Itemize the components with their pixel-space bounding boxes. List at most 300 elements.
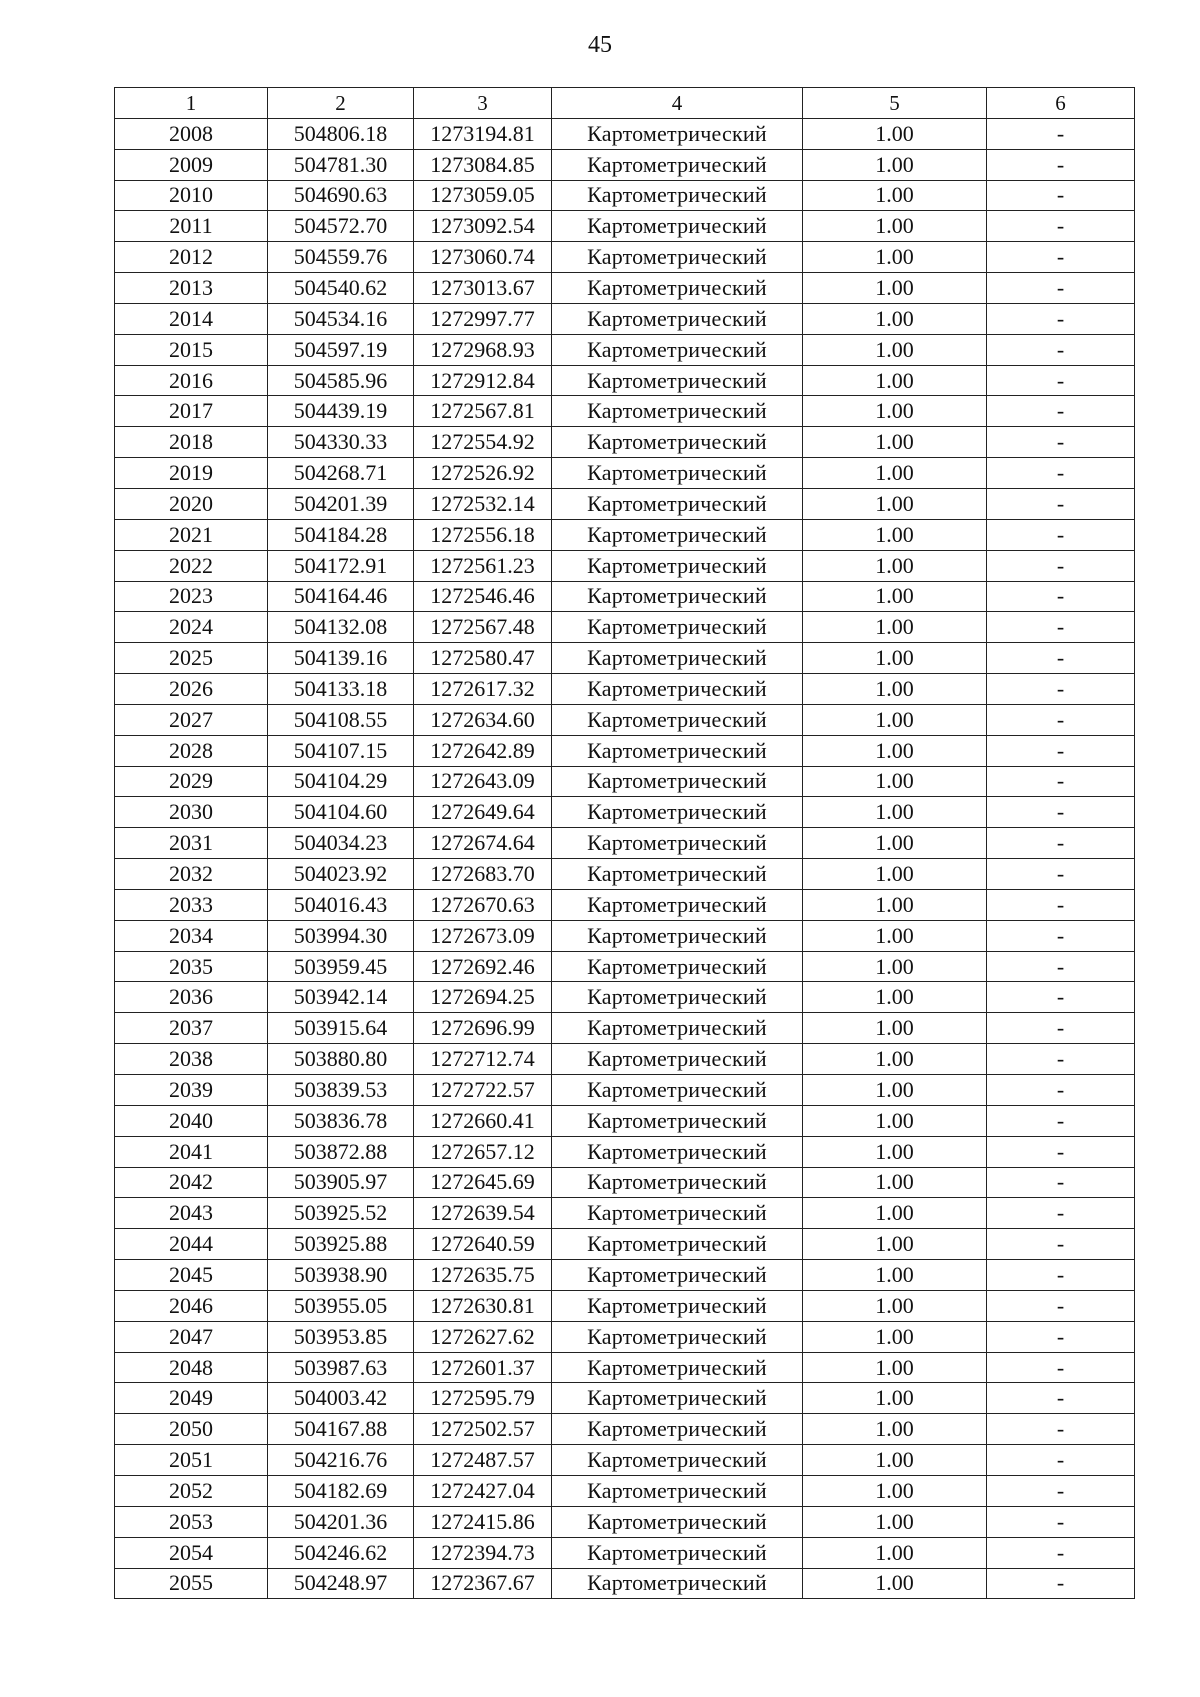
cell-y-coordinate: 1272649.64 bbox=[414, 797, 552, 828]
cell-x-coordinate: 504268.71 bbox=[268, 458, 414, 489]
cell-note: - bbox=[987, 396, 1135, 427]
cell-point-number: 2017 bbox=[115, 396, 268, 427]
cell-x-coordinate: 504330.33 bbox=[268, 427, 414, 458]
cell-method: Картометрический bbox=[552, 859, 803, 890]
cell-accuracy: 1.00 bbox=[803, 1383, 987, 1414]
table-row bbox=[115, 1229, 1135, 1260]
cell-y-coordinate: 1272546.46 bbox=[414, 581, 552, 612]
cell-note: - bbox=[987, 149, 1135, 180]
cell-x-coordinate: 503872.88 bbox=[268, 1136, 414, 1167]
cell-accuracy: 1.00 bbox=[803, 211, 987, 242]
cell-note: - bbox=[987, 1105, 1135, 1136]
cell-y-coordinate: 1272556.18 bbox=[414, 519, 552, 550]
cell-accuracy: 1.00 bbox=[803, 797, 987, 828]
cell-method: Картометрический bbox=[552, 488, 803, 519]
cell-note: - bbox=[987, 828, 1135, 859]
cell-point-number: 2031 bbox=[115, 828, 268, 859]
cell-accuracy: 1.00 bbox=[803, 1044, 987, 1075]
cell-method: Картометрический bbox=[552, 1352, 803, 1383]
cell-note: - bbox=[987, 581, 1135, 612]
cell-accuracy: 1.00 bbox=[803, 519, 987, 550]
table-row bbox=[115, 581, 1135, 612]
cell-x-coordinate: 504107.15 bbox=[268, 735, 414, 766]
cell-point-number: 2050 bbox=[115, 1414, 268, 1445]
cell-x-coordinate: 504439.19 bbox=[268, 396, 414, 427]
cell-accuracy: 1.00 bbox=[803, 303, 987, 334]
cell-y-coordinate: 1272683.70 bbox=[414, 859, 552, 890]
cell-y-coordinate: 1272617.32 bbox=[414, 674, 552, 705]
cell-y-coordinate: 1272642.89 bbox=[414, 735, 552, 766]
cell-method: Картометрический bbox=[552, 1044, 803, 1075]
cell-point-number: 2034 bbox=[115, 920, 268, 951]
cell-note: - bbox=[987, 458, 1135, 489]
cell-x-coordinate: 504201.36 bbox=[268, 1506, 414, 1537]
cell-y-coordinate: 1272670.63 bbox=[414, 889, 552, 920]
table-row bbox=[115, 1352, 1135, 1383]
cell-y-coordinate: 1272601.37 bbox=[414, 1352, 552, 1383]
cell-note: - bbox=[987, 643, 1135, 674]
cell-accuracy: 1.00 bbox=[803, 674, 987, 705]
cell-accuracy: 1.00 bbox=[803, 180, 987, 211]
cell-x-coordinate: 504139.16 bbox=[268, 643, 414, 674]
cell-x-coordinate: 503938.90 bbox=[268, 1260, 414, 1291]
cell-y-coordinate: 1272660.41 bbox=[414, 1105, 552, 1136]
header-cell-4: 4 bbox=[552, 88, 803, 119]
cell-accuracy: 1.00 bbox=[803, 1290, 987, 1321]
cell-y-coordinate: 1272532.14 bbox=[414, 488, 552, 519]
cell-method: Картометрический bbox=[552, 643, 803, 674]
cell-note: - bbox=[987, 1506, 1135, 1537]
cell-note: - bbox=[987, 797, 1135, 828]
cell-y-coordinate: 1272997.77 bbox=[414, 303, 552, 334]
cell-y-coordinate: 1272912.84 bbox=[414, 365, 552, 396]
cell-accuracy: 1.00 bbox=[803, 581, 987, 612]
cell-point-number: 2018 bbox=[115, 427, 268, 458]
cell-note: - bbox=[987, 550, 1135, 581]
cell-accuracy: 1.00 bbox=[803, 704, 987, 735]
cell-method: Картометрический bbox=[552, 1383, 803, 1414]
cell-y-coordinate: 1272394.73 bbox=[414, 1537, 552, 1568]
cell-point-number: 2025 bbox=[115, 643, 268, 674]
cell-note: - bbox=[987, 1290, 1135, 1321]
cell-point-number: 2053 bbox=[115, 1506, 268, 1537]
cell-y-coordinate: 1272640.59 bbox=[414, 1229, 552, 1260]
cell-point-number: 2049 bbox=[115, 1383, 268, 1414]
table-row bbox=[115, 1445, 1135, 1476]
cell-point-number: 2055 bbox=[115, 1568, 268, 1599]
cell-method: Картометрический bbox=[552, 766, 803, 797]
table-row bbox=[115, 1105, 1135, 1136]
cell-x-coordinate: 504690.63 bbox=[268, 180, 414, 211]
table-row bbox=[115, 180, 1135, 211]
cell-x-coordinate: 503959.45 bbox=[268, 951, 414, 982]
cell-x-coordinate: 503987.63 bbox=[268, 1352, 414, 1383]
cell-note: - bbox=[987, 118, 1135, 149]
cell-method: Картометрический bbox=[552, 735, 803, 766]
cell-method: Картометрический bbox=[552, 211, 803, 242]
cell-accuracy: 1.00 bbox=[803, 1229, 987, 1260]
cell-method: Картометрический bbox=[552, 118, 803, 149]
cell-point-number: 2009 bbox=[115, 149, 268, 180]
cell-method: Картометрический bbox=[552, 674, 803, 705]
cell-x-coordinate: 504585.96 bbox=[268, 365, 414, 396]
cell-y-coordinate: 1272554.92 bbox=[414, 427, 552, 458]
cell-accuracy: 1.00 bbox=[803, 889, 987, 920]
cell-method: Картометрический bbox=[552, 612, 803, 643]
table-row bbox=[115, 612, 1135, 643]
cell-accuracy: 1.00 bbox=[803, 488, 987, 519]
cell-method: Картометрический bbox=[552, 1506, 803, 1537]
cell-x-coordinate: 504806.18 bbox=[268, 118, 414, 149]
cell-y-coordinate: 1272722.57 bbox=[414, 1075, 552, 1106]
cell-point-number: 2013 bbox=[115, 273, 268, 304]
cell-method: Картометрический bbox=[552, 982, 803, 1013]
cell-y-coordinate: 1272367.67 bbox=[414, 1568, 552, 1599]
cell-point-number: 2015 bbox=[115, 334, 268, 365]
cell-y-coordinate: 1272673.09 bbox=[414, 920, 552, 951]
cell-point-number: 2027 bbox=[115, 704, 268, 735]
cell-method: Картометрический bbox=[552, 427, 803, 458]
cell-point-number: 2040 bbox=[115, 1105, 268, 1136]
cell-x-coordinate: 503925.88 bbox=[268, 1229, 414, 1260]
cell-x-coordinate: 503942.14 bbox=[268, 982, 414, 1013]
cell-point-number: 2051 bbox=[115, 1445, 268, 1476]
cell-y-coordinate: 1272645.69 bbox=[414, 1167, 552, 1198]
cell-point-number: 2037 bbox=[115, 1013, 268, 1044]
cell-point-number: 2024 bbox=[115, 612, 268, 643]
cell-accuracy: 1.00 bbox=[803, 982, 987, 1013]
cell-point-number: 2021 bbox=[115, 519, 268, 550]
cell-y-coordinate: 1272635.75 bbox=[414, 1260, 552, 1291]
cell-method: Картометрический bbox=[552, 1445, 803, 1476]
cell-accuracy: 1.00 bbox=[803, 1075, 987, 1106]
cell-method: Картометрический bbox=[552, 365, 803, 396]
cell-y-coordinate: 1273194.81 bbox=[414, 118, 552, 149]
cell-method: Картометрический bbox=[552, 149, 803, 180]
table-row bbox=[115, 1075, 1135, 1106]
cell-x-coordinate: 504104.60 bbox=[268, 797, 414, 828]
cell-note: - bbox=[987, 920, 1135, 951]
header-cell-1: 1 bbox=[115, 88, 268, 119]
cell-y-coordinate: 1272696.99 bbox=[414, 1013, 552, 1044]
cell-method: Картометрический bbox=[552, 704, 803, 735]
cell-note: - bbox=[987, 1475, 1135, 1506]
cell-x-coordinate: 503836.78 bbox=[268, 1105, 414, 1136]
cell-method: Картометрический bbox=[552, 889, 803, 920]
table-row bbox=[115, 273, 1135, 304]
cell-point-number: 2029 bbox=[115, 766, 268, 797]
cell-method: Картометрический bbox=[552, 797, 803, 828]
cell-y-coordinate: 1272674.64 bbox=[414, 828, 552, 859]
cell-method: Картометрический bbox=[552, 1013, 803, 1044]
cell-method: Картометрический bbox=[552, 1167, 803, 1198]
cell-point-number: 2020 bbox=[115, 488, 268, 519]
cell-point-number: 2046 bbox=[115, 1290, 268, 1321]
cell-point-number: 2039 bbox=[115, 1075, 268, 1106]
cell-note: - bbox=[987, 1537, 1135, 1568]
cell-point-number: 2033 bbox=[115, 889, 268, 920]
cell-y-coordinate: 1272627.62 bbox=[414, 1321, 552, 1352]
cell-point-number: 2054 bbox=[115, 1537, 268, 1568]
cell-accuracy: 1.00 bbox=[803, 951, 987, 982]
table-row bbox=[115, 1321, 1135, 1352]
cell-y-coordinate: 1273092.54 bbox=[414, 211, 552, 242]
cell-y-coordinate: 1272595.79 bbox=[414, 1383, 552, 1414]
table-row bbox=[115, 396, 1135, 427]
table-row bbox=[115, 1290, 1135, 1321]
table-row bbox=[115, 211, 1135, 242]
cell-accuracy: 1.00 bbox=[803, 1013, 987, 1044]
table-row bbox=[115, 334, 1135, 365]
cell-method: Картометрический bbox=[552, 550, 803, 581]
cell-x-coordinate: 503839.53 bbox=[268, 1075, 414, 1106]
cell-method: Картометрический bbox=[552, 458, 803, 489]
cell-y-coordinate: 1272567.81 bbox=[414, 396, 552, 427]
table-row bbox=[115, 704, 1135, 735]
cell-x-coordinate: 503905.97 bbox=[268, 1167, 414, 1198]
header-cell-6: 6 bbox=[987, 88, 1135, 119]
cell-note: - bbox=[987, 1136, 1135, 1167]
table-row bbox=[115, 1013, 1135, 1044]
cell-y-coordinate: 1272502.57 bbox=[414, 1414, 552, 1445]
table-row bbox=[115, 797, 1135, 828]
cell-note: - bbox=[987, 704, 1135, 735]
cell-accuracy: 1.00 bbox=[803, 1537, 987, 1568]
cell-accuracy: 1.00 bbox=[803, 1198, 987, 1229]
cell-note: - bbox=[987, 519, 1135, 550]
cell-accuracy: 1.00 bbox=[803, 118, 987, 149]
cell-y-coordinate: 1272567.48 bbox=[414, 612, 552, 643]
cell-x-coordinate: 504133.18 bbox=[268, 674, 414, 705]
cell-point-number: 2035 bbox=[115, 951, 268, 982]
cell-method: Картометрический bbox=[552, 334, 803, 365]
table-row bbox=[115, 982, 1135, 1013]
cell-y-coordinate: 1273013.67 bbox=[414, 273, 552, 304]
cell-y-coordinate: 1273059.05 bbox=[414, 180, 552, 211]
cell-accuracy: 1.00 bbox=[803, 1136, 987, 1167]
cell-y-coordinate: 1272692.46 bbox=[414, 951, 552, 982]
cell-point-number: 2047 bbox=[115, 1321, 268, 1352]
table-body bbox=[115, 118, 1135, 1599]
cell-accuracy: 1.00 bbox=[803, 149, 987, 180]
cell-method: Картометрический bbox=[552, 951, 803, 982]
cell-x-coordinate: 504559.76 bbox=[268, 242, 414, 273]
table-row bbox=[115, 1044, 1135, 1075]
cell-note: - bbox=[987, 1383, 1135, 1414]
cell-method: Картометрический bbox=[552, 1414, 803, 1445]
cell-accuracy: 1.00 bbox=[803, 365, 987, 396]
cell-x-coordinate: 504023.92 bbox=[268, 859, 414, 890]
table-row bbox=[115, 1136, 1135, 1167]
cell-y-coordinate: 1273060.74 bbox=[414, 242, 552, 273]
cell-x-coordinate: 503925.52 bbox=[268, 1198, 414, 1229]
cell-y-coordinate: 1272580.47 bbox=[414, 643, 552, 674]
cell-accuracy: 1.00 bbox=[803, 828, 987, 859]
cell-note: - bbox=[987, 1445, 1135, 1476]
cell-accuracy: 1.00 bbox=[803, 396, 987, 427]
cell-accuracy: 1.00 bbox=[803, 920, 987, 951]
cell-method: Картометрический bbox=[552, 1290, 803, 1321]
cell-note: - bbox=[987, 180, 1135, 211]
table-row bbox=[115, 519, 1135, 550]
table-row bbox=[115, 859, 1135, 890]
cell-point-number: 2028 bbox=[115, 735, 268, 766]
cell-point-number: 2019 bbox=[115, 458, 268, 489]
coordinates-table bbox=[114, 87, 1135, 1599]
table-row bbox=[115, 365, 1135, 396]
cell-y-coordinate: 1272487.57 bbox=[414, 1445, 552, 1476]
cell-method: Картометрический bbox=[552, 1075, 803, 1106]
cell-method: Картометрический bbox=[552, 519, 803, 550]
table-row bbox=[115, 828, 1135, 859]
cell-method: Картометрический bbox=[552, 242, 803, 273]
cell-note: - bbox=[987, 889, 1135, 920]
table-row bbox=[115, 920, 1135, 951]
cell-point-number: 2010 bbox=[115, 180, 268, 211]
cell-x-coordinate: 504132.08 bbox=[268, 612, 414, 643]
cell-method: Картометрический bbox=[552, 1229, 803, 1260]
table-row bbox=[115, 488, 1135, 519]
cell-point-number: 2044 bbox=[115, 1229, 268, 1260]
cell-note: - bbox=[987, 1568, 1135, 1599]
cell-note: - bbox=[987, 334, 1135, 365]
cell-accuracy: 1.00 bbox=[803, 550, 987, 581]
cell-method: Картометрический bbox=[552, 1475, 803, 1506]
table-row bbox=[115, 1475, 1135, 1506]
cell-x-coordinate: 504182.69 bbox=[268, 1475, 414, 1506]
cell-note: - bbox=[987, 1352, 1135, 1383]
cell-accuracy: 1.00 bbox=[803, 735, 987, 766]
cell-accuracy: 1.00 bbox=[803, 1475, 987, 1506]
cell-note: - bbox=[987, 982, 1135, 1013]
cell-method: Картометрический bbox=[552, 1260, 803, 1291]
cell-point-number: 2041 bbox=[115, 1136, 268, 1167]
cell-x-coordinate: 504016.43 bbox=[268, 889, 414, 920]
cell-y-coordinate: 1272630.81 bbox=[414, 1290, 552, 1321]
cell-method: Картометрический bbox=[552, 303, 803, 334]
cell-accuracy: 1.00 bbox=[803, 242, 987, 273]
cell-note: - bbox=[987, 1321, 1135, 1352]
cell-note: - bbox=[987, 1013, 1135, 1044]
cell-accuracy: 1.00 bbox=[803, 1105, 987, 1136]
header-cell-5: 5 bbox=[803, 88, 987, 119]
cell-method: Картометрический bbox=[552, 1105, 803, 1136]
table-row bbox=[115, 1537, 1135, 1568]
cell-x-coordinate: 504572.70 bbox=[268, 211, 414, 242]
table-row bbox=[115, 1414, 1135, 1445]
cell-x-coordinate: 503953.85 bbox=[268, 1321, 414, 1352]
cell-y-coordinate: 1272415.86 bbox=[414, 1506, 552, 1537]
header-cell-3: 3 bbox=[414, 88, 552, 119]
cell-y-coordinate: 1272657.12 bbox=[414, 1136, 552, 1167]
cell-x-coordinate: 504201.39 bbox=[268, 488, 414, 519]
table-row bbox=[115, 550, 1135, 581]
cell-x-coordinate: 504164.46 bbox=[268, 581, 414, 612]
cell-x-coordinate: 504003.42 bbox=[268, 1383, 414, 1414]
cell-method: Картометрический bbox=[552, 180, 803, 211]
cell-x-coordinate: 504108.55 bbox=[268, 704, 414, 735]
table-row bbox=[115, 1167, 1135, 1198]
cell-note: - bbox=[987, 674, 1135, 705]
table-row bbox=[115, 674, 1135, 705]
table-row bbox=[115, 458, 1135, 489]
cell-x-coordinate: 504534.16 bbox=[268, 303, 414, 334]
cell-y-coordinate: 1272634.60 bbox=[414, 704, 552, 735]
cell-accuracy: 1.00 bbox=[803, 458, 987, 489]
cell-note: - bbox=[987, 766, 1135, 797]
cell-method: Картометрический bbox=[552, 1568, 803, 1599]
cell-y-coordinate: 1272526.92 bbox=[414, 458, 552, 489]
cell-note: - bbox=[987, 1044, 1135, 1075]
cell-x-coordinate: 504034.23 bbox=[268, 828, 414, 859]
cell-y-coordinate: 1272639.54 bbox=[414, 1198, 552, 1229]
cell-point-number: 2023 bbox=[115, 581, 268, 612]
table-row bbox=[115, 427, 1135, 458]
cell-x-coordinate: 504172.91 bbox=[268, 550, 414, 581]
cell-x-coordinate: 504246.62 bbox=[268, 1537, 414, 1568]
cell-method: Картометрический bbox=[552, 273, 803, 304]
cell-y-coordinate: 1272694.25 bbox=[414, 982, 552, 1013]
table-row bbox=[115, 1198, 1135, 1229]
cell-point-number: 2008 bbox=[115, 118, 268, 149]
cell-accuracy: 1.00 bbox=[803, 1414, 987, 1445]
cell-accuracy: 1.00 bbox=[803, 1568, 987, 1599]
cell-x-coordinate: 503955.05 bbox=[268, 1290, 414, 1321]
page-number: 45 bbox=[588, 32, 612, 58]
cell-accuracy: 1.00 bbox=[803, 273, 987, 304]
cell-note: - bbox=[987, 1167, 1135, 1198]
cell-x-coordinate: 504248.97 bbox=[268, 1568, 414, 1599]
cell-point-number: 2042 bbox=[115, 1167, 268, 1198]
cell-accuracy: 1.00 bbox=[803, 1260, 987, 1291]
cell-method: Картометрический bbox=[552, 1198, 803, 1229]
cell-note: - bbox=[987, 427, 1135, 458]
cell-accuracy: 1.00 bbox=[803, 334, 987, 365]
cell-x-coordinate: 503880.80 bbox=[268, 1044, 414, 1075]
cell-note: - bbox=[987, 488, 1135, 519]
table-row bbox=[115, 766, 1135, 797]
cell-note: - bbox=[987, 1075, 1135, 1106]
cell-y-coordinate: 1272968.93 bbox=[414, 334, 552, 365]
cell-accuracy: 1.00 bbox=[803, 643, 987, 674]
cell-x-coordinate: 503915.64 bbox=[268, 1013, 414, 1044]
cell-note: - bbox=[987, 1229, 1135, 1260]
cell-method: Картометрический bbox=[552, 920, 803, 951]
cell-note: - bbox=[987, 1198, 1135, 1229]
cell-method: Картометрический bbox=[552, 1136, 803, 1167]
cell-x-coordinate: 504184.28 bbox=[268, 519, 414, 550]
cell-point-number: 2014 bbox=[115, 303, 268, 334]
cell-point-number: 2048 bbox=[115, 1352, 268, 1383]
cell-point-number: 2036 bbox=[115, 982, 268, 1013]
cell-point-number: 2032 bbox=[115, 859, 268, 890]
cell-accuracy: 1.00 bbox=[803, 1352, 987, 1383]
cell-x-coordinate: 503994.30 bbox=[268, 920, 414, 951]
cell-x-coordinate: 504104.29 bbox=[268, 766, 414, 797]
cell-x-coordinate: 504597.19 bbox=[268, 334, 414, 365]
table-row bbox=[115, 1568, 1135, 1599]
cell-accuracy: 1.00 bbox=[803, 766, 987, 797]
cell-point-number: 2043 bbox=[115, 1198, 268, 1229]
cell-point-number: 2030 bbox=[115, 797, 268, 828]
table-row bbox=[115, 1383, 1135, 1414]
cell-point-number: 2045 bbox=[115, 1260, 268, 1291]
table-row bbox=[115, 643, 1135, 674]
cell-note: - bbox=[987, 365, 1135, 396]
cell-y-coordinate: 1272712.74 bbox=[414, 1044, 552, 1075]
header-cell-2: 2 bbox=[268, 88, 414, 119]
cell-accuracy: 1.00 bbox=[803, 1445, 987, 1476]
